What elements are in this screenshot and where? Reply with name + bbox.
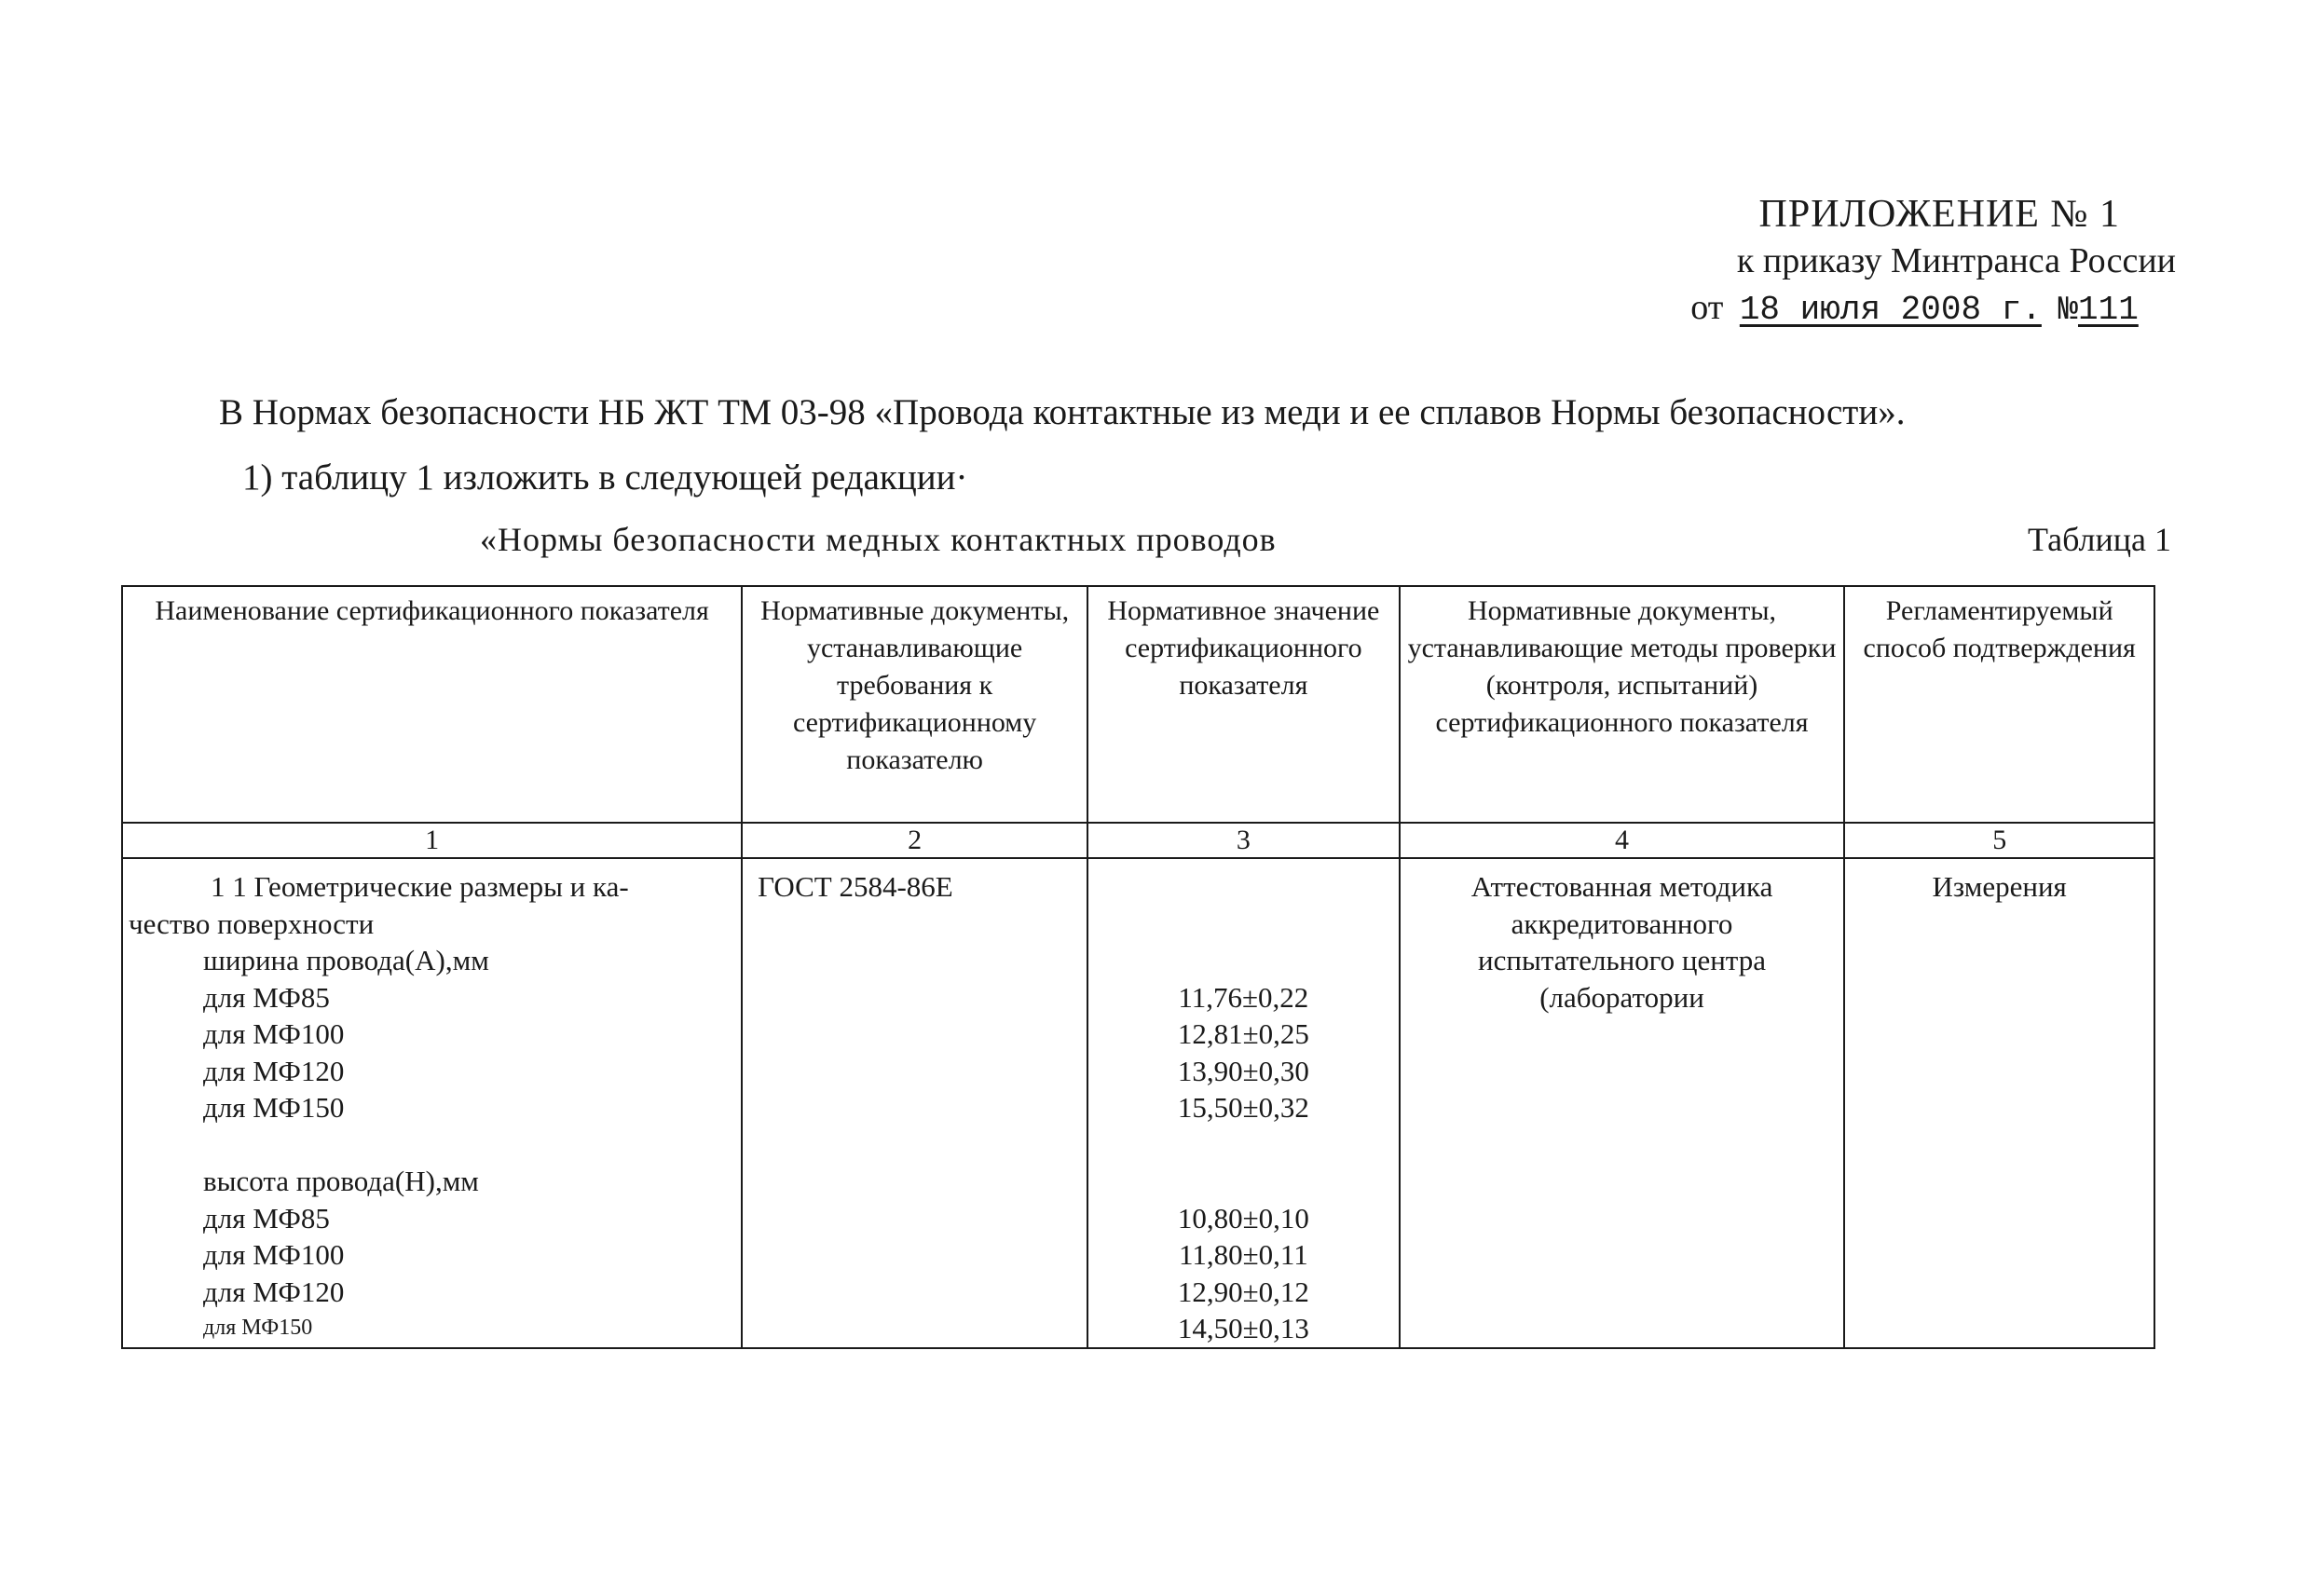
header-col-2: Нормативные документы, устанавливающие требования к сертификационному показателю	[742, 586, 1087, 823]
indicator-cell	[122, 858, 742, 1348]
width-item: для МФ100	[203, 1017, 345, 1050]
height-item: для МФ120	[203, 1275, 345, 1308]
table-row	[122, 858, 2154, 1348]
height-value: 14,50±0,13	[1177, 1312, 1309, 1344]
table-caption: «Нормы безопасности медных контактных проводов	[480, 521, 1277, 558]
order-number: 111	[2078, 291, 2139, 329]
column-number-1: 1	[122, 823, 742, 858]
confirmation-method-cell	[1844, 858, 2154, 1348]
header-col-3: Нормативное значение сертификационного показателя	[1087, 586, 1400, 823]
header-col-1: Наименование сертификационного показателя	[122, 586, 742, 823]
spacer	[1094, 906, 1393, 943]
number-sign: №	[2058, 291, 2078, 329]
test-method-line: (лаборатории	[1539, 980, 1704, 1014]
spacer	[1094, 868, 1393, 906]
height-item: для МФ150	[203, 1316, 313, 1340]
norm-value-cell	[1087, 858, 1400, 1348]
height-value: 10,80±0,10	[1177, 1201, 1309, 1235]
section-title-line-2: чество поверхности	[129, 907, 375, 940]
width-value: 13,90±0,30	[1177, 1054, 1309, 1087]
table-header-row	[122, 586, 2154, 823]
height-label: высота провода(Н),мм	[203, 1165, 479, 1197]
height-item: для МФ100	[203, 1238, 345, 1271]
width-item: для МФ150	[203, 1091, 345, 1124]
requirement-doc-cell	[742, 858, 1087, 1348]
requirement-doc: ГОСТ 2584-86Е	[758, 870, 953, 903]
test-method-cell	[1400, 858, 1845, 1348]
date-prefix: от	[1690, 288, 1724, 327]
spacer	[129, 1126, 735, 1164]
column-number-4: 4	[1400, 823, 1845, 858]
height-value: 11,80±0,11	[1179, 1238, 1308, 1271]
column-number-row	[122, 823, 2154, 858]
safety-norms-table	[121, 585, 2155, 1349]
amendment-item-1: 1) таблицу 1 изложить в следующей редакции·	[242, 457, 968, 498]
test-method-line: Аттестованная методика	[1470, 870, 1773, 903]
order-reference: к приказу Минтранса России	[1736, 241, 2176, 280]
width-label: ширина провода(А),мм	[203, 944, 489, 976]
spacer	[1094, 942, 1393, 979]
confirmation-method: Измерения	[1932, 870, 2067, 903]
column-number-2: 2	[742, 823, 1087, 858]
height-value: 12,90±0,12	[1177, 1275, 1309, 1308]
appendix-header	[1690, 191, 2199, 334]
width-value: 12,81±0,25	[1177, 1017, 1309, 1050]
width-value: 11,76±0,22	[1178, 980, 1309, 1014]
test-method-line: испытательного центра	[1478, 944, 1766, 976]
test-method-line: аккредитованного	[1511, 907, 1733, 940]
column-number-3: 3	[1087, 823, 1400, 858]
appendix-title: ПРИЛОЖЕНИЕ № 1	[1758, 193, 2120, 236]
width-value: 15,50±0,32	[1177, 1091, 1309, 1124]
order-date-line	[1690, 284, 2199, 334]
width-item: для МФ120	[203, 1054, 345, 1087]
section-title-line-1: 1 1 Геометрические размеры и ка-	[211, 870, 629, 903]
order-date: 18 июля 2008 г.	[1739, 291, 2042, 329]
intro-paragraph: В Нормах безопасности НБ ЖТ ТМ 03-98 «Провода контактные из меди и ее сплавов Нормы безопасности».	[219, 392, 1906, 432]
height-item: для МФ85	[203, 1201, 330, 1235]
table-label: Таблица 1	[2028, 521, 2171, 558]
header-col-5: Регламентируемый способ подтверждения	[1844, 586, 2154, 823]
width-item: для МФ85	[203, 980, 330, 1014]
column-number-5: 5	[1844, 823, 2154, 858]
header-col-4: Нормативные документы, устанавливающие методы проверки (контроля, испытаний) сертификационного показателя	[1400, 586, 1845, 823]
spacer	[1094, 1126, 1393, 1164]
spacer	[1094, 1163, 1393, 1200]
